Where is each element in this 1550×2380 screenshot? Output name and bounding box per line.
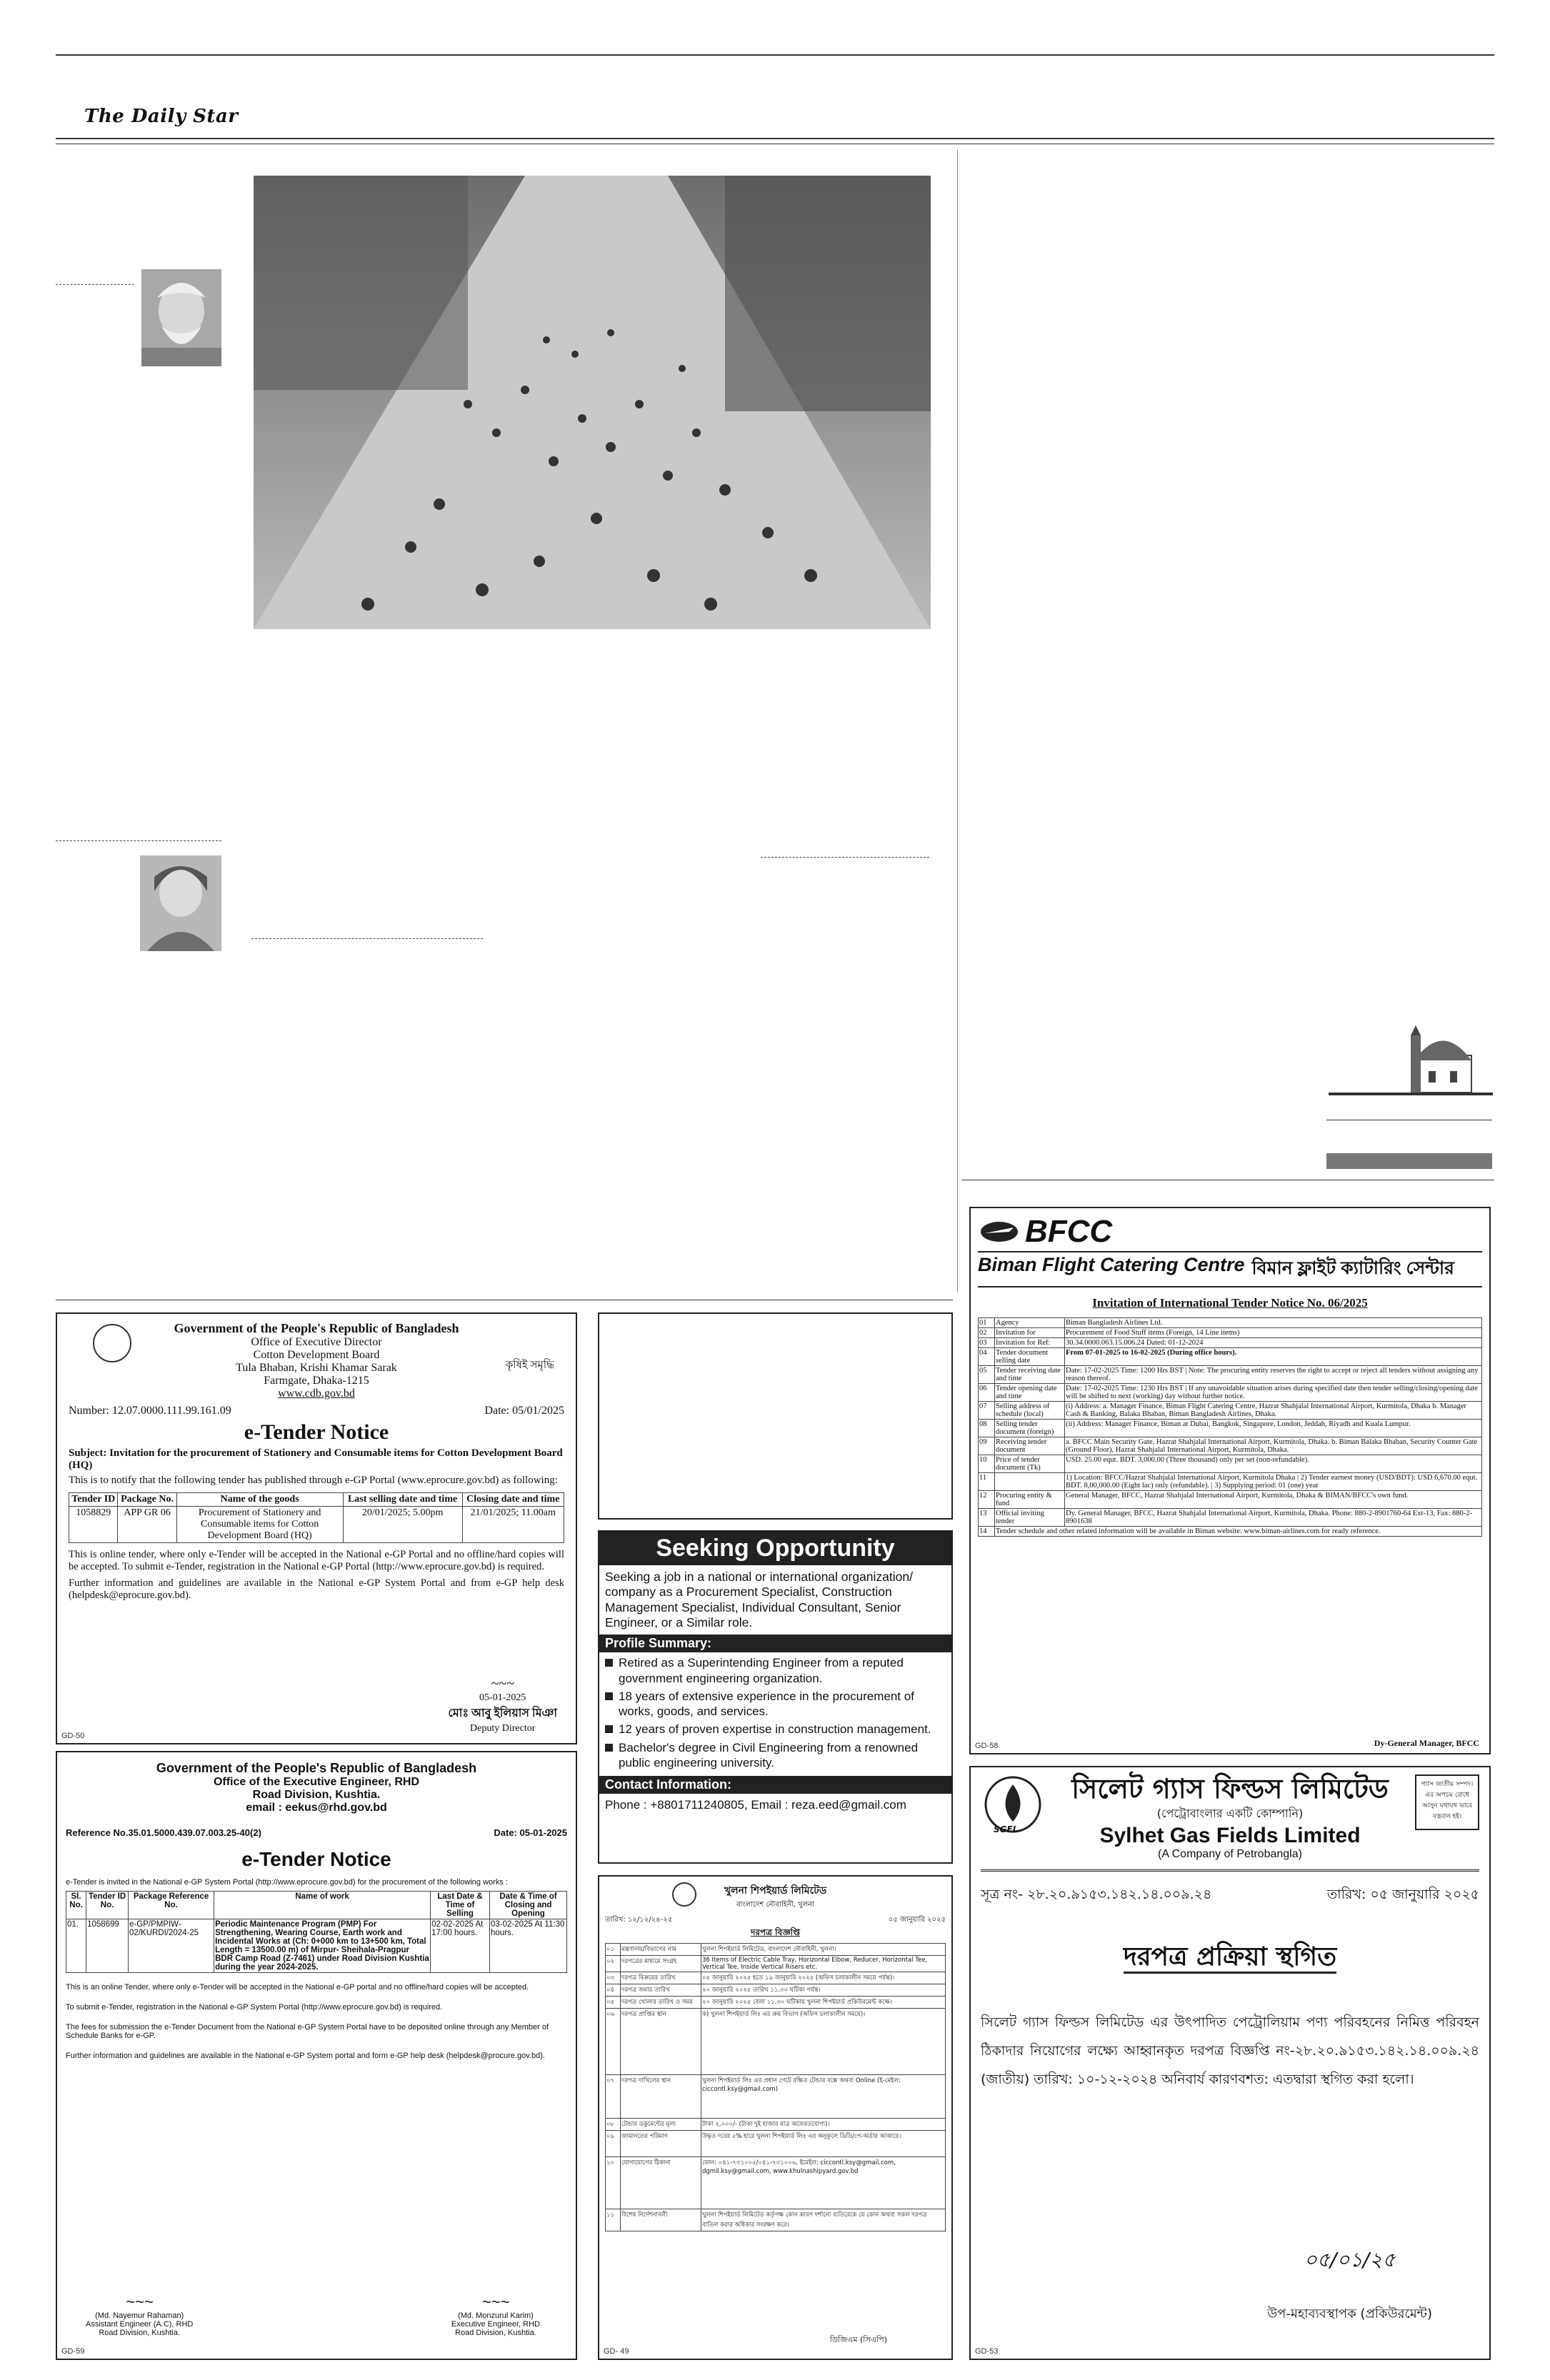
cdb-p2: Further information and guidelines are available in the National e-GP System Portal and from e-GP help desk (helpdesk@eprocure.gov.bd). (69, 1577, 564, 1601)
rhd-intro: e-Tender is invited in the National e-GP System Portal (http://www.eprocure.gov.bd) for the procurement of the following works : (66, 1878, 508, 1887)
cdb-org: Cotton Development Board (253, 1349, 380, 1361)
rhd-code: GD-59 (61, 2347, 85, 2356)
table-row (606, 2209, 946, 2231)
main-news-photo (254, 176, 931, 629)
short-rule-2 (56, 840, 221, 842)
rhd-tender-ad (56, 1751, 577, 2360)
bfcc-code: GD-58 (975, 1742, 999, 1750)
seeking-bullet-2 (605, 1689, 946, 1719)
bfcc-r3-n: 04 (979, 1348, 995, 1366)
ksy-sub: বাংলাদেশ নৌবাহিনী, খুলনা (736, 1901, 815, 1909)
rhd-th-5: Date & Time of Closing and Opening (489, 1892, 566, 1919)
cdb-td-0: 1058829 (69, 1507, 118, 1543)
ksy-r4-n: ০৫ (606, 1997, 621, 2009)
bfcc-logo-text: BFCC (1025, 1214, 1113, 1249)
bfcc-r5-k: Tender opening date and time (995, 1384, 1065, 1402)
bfcc-r6-k: Selling address of schedule (local) (995, 1402, 1065, 1420)
short-rule-4 (761, 857, 929, 858)
bfcc-r8-k: Receiving tender document (995, 1437, 1065, 1455)
seeking-title: Seeking Opportunity (599, 1532, 951, 1565)
ksy-r6-n: ০৭ (606, 2075, 621, 2119)
bfcc-r9-n: 10 (979, 1455, 995, 1473)
cdb-date: Date: 05/01/2025 (484, 1405, 564, 1417)
bfcc-r9-k: Price of tender document (Tk) (995, 1455, 1065, 1473)
rhd-signature-1: ~~~ (125, 2293, 154, 2311)
table-row (979, 1491, 1482, 1509)
cdb-sig-date: 05-01-2025 (479, 1692, 526, 1703)
table-row (606, 1984, 946, 1997)
rhd-office: Office of the Executive Engineer, RHD (213, 1776, 420, 1788)
cdb-table (69, 1492, 564, 1543)
cdb-subject: Subject: Invitation for the procurement of Stationery and Consumable items for Cotton Development Board (HQ) (69, 1447, 563, 1471)
rhd-sig2-0: (Md. Monzurul Karim) (458, 2311, 534, 2320)
portrait-man-image (141, 269, 221, 366)
sgfl-body: সিলেট গ্যাস ফিল্ডস লিমিটেড এর উৎপাদিত পেট্রোলিয়াম পণ্য পরিবহনের নিমিত্ত পরিবহন ঠিকাদার নিয়োগের লক্ষ্যে আহ্বানকৃত দরপত্র বিজ্ঞপ্তি নং-২৮.২০.৯১৫৩.১৪২.১৪.০০৯.২৪ (জাতীয়) তারিখ: ১০-১২-২০২৪ অনিবার্য কারণবশত: এতদ্বারা স্থগিত করা হলো। (981, 2014, 1479, 2087)
cdb-th-2: Name of the goods (176, 1493, 343, 1507)
bfcc-sig: Dy-General Manager, BFCC (1374, 1738, 1479, 1748)
table-row (606, 2009, 946, 2075)
table-row (979, 1328, 1482, 1338)
bfcc-r10-n: 11 (979, 1473, 995, 1491)
rhd-email[interactable]: email : eekus@rhd.gov.bd (246, 1802, 387, 1814)
table-row (606, 1997, 946, 2009)
seeking-opportunity-ad (598, 1530, 953, 1864)
seeking-contact-head: Contact Information: (599, 1776, 951, 1794)
ksy-r1-k: দরপত্রের মাধ্যমে সংগ্রহ (621, 1956, 701, 1972)
sgfl-company-en: (A Company of Petrobangla) (1158, 1847, 1302, 1860)
seeking-bullet-text-2: 18 years of extensive experience in the procurement of works, goods, and services. (619, 1689, 914, 1719)
bfcc-r11-n: 12 (979, 1491, 995, 1509)
rhd-p2: To submit e-Tender, registration in the National e-GP System Portal (http://www.eprocure.gov.bd) is required. (66, 2003, 443, 2012)
rhd-table (66, 1891, 567, 1973)
ksy-r8-n: ০৯ (606, 2131, 621, 2157)
checkbox-icon (605, 1725, 613, 1733)
bfcc-r4-v: Date: 17-02-2025 Time: 1200 Hrs BST | Note: The procuring entity reserves the right to accept or reject all tenders without assigning any reason thereof. (1065, 1366, 1482, 1384)
ksy-r9-n: ১০ (606, 2157, 621, 2209)
ksy-r10-v: খুলনা শিপইয়ার্ড লিমিটেড কর্তৃপক্ষ কোন কারণ দর্শানো ব্যতিরেকে যে কোন অথবা সকল দরপত্র বাতিল করার অধিকার সংরক্ষণ করে। (701, 2209, 946, 2231)
bfcc-r10-v: 1) Location: BFCC/Hazrat Shahjalal International Airport, Kurmitola Dhaka | 2) Tender earnest money (USD/BDT): USD 6,670.00 equt. BDT. 8,00,000.00 (Eight lac) only (refundable). | 3) Supplying period: 01 (one) year (1065, 1473, 1482, 1491)
checkbox-icon (605, 1692, 613, 1700)
ksy-title: দরপত্র বিজ্ঞপ্তি (751, 1927, 800, 1937)
ksy-r7-n: ০৮ (606, 2119, 621, 2131)
top-rule (56, 54, 1494, 56)
seeking-bullet-3 (605, 1722, 946, 1737)
seeking-bullet-text-4: Bachelor's degree in Civil Engineering from a renowned public engineering university. (619, 1740, 919, 1769)
cdb-office: Office of Executive Director (251, 1336, 382, 1348)
table-row (979, 1527, 1482, 1537)
mosque-icon (1329, 1021, 1493, 1100)
bfcc-r6-v: (i) Address: a. Manager Finance, Biman Flight Catering Centre, Hazrat Shahjalal International Airport, Kurmitola, Dhaka b. Manager Cash & Banking, Balaka Bhaban, Biman Bangladesh Airlines, Dhaka. (1065, 1402, 1482, 1420)
table-row (606, 2075, 946, 2119)
table-row (979, 1437, 1482, 1455)
cdb-td-1: APP GR 06 (118, 1507, 176, 1543)
bfcc-r1-k: Invitation for (995, 1328, 1065, 1338)
seeking-bullet-1 (605, 1655, 946, 1686)
rhd-ref: Reference No.35.01.5000.439.07.003.25-40(2) (66, 1827, 261, 1838)
bfcc-table (978, 1317, 1482, 1537)
bfcc-tender-ad (969, 1207, 1491, 1754)
ksy-r5-n: ০৬ (606, 2009, 621, 2075)
seeking-bullet-4 (605, 1740, 946, 1771)
cdb-intro: This is to notify that the following tender has published through e-GP Portal (www.eprocure.gov.bd) as following: (69, 1475, 558, 1486)
masthead: The Daily Star (84, 106, 239, 127)
table-row (979, 1338, 1482, 1348)
rhd-td-2: e-GP/PMPIW-02/KURDI/2024-25 (129, 1919, 214, 1973)
cdb-addr2: Farmgate, Dhaka-1215 (264, 1375, 369, 1387)
bfcc-r0-v: Biman Bangladesh Airlines Ltd. (1065, 1318, 1482, 1328)
sgfl-company-bn: (পেট্রোবাংলার একটি কোম্পানি) (1156, 1806, 1304, 1820)
masthead-rule-1 (56, 138, 1494, 139)
bfcc-r13-n: 14 (979, 1527, 995, 1537)
bfcc-r7-k: Selling tender document (foreign) (995, 1420, 1065, 1437)
rhd-th-0: Sl. No. (66, 1892, 86, 1919)
ksy-r6-k: দরপত্র দাখিলের স্থান (621, 2075, 701, 2119)
ksy-name: খুলনা শিপইয়ার্ড লিমিটেড (724, 1885, 827, 1897)
ksy-sig: ডিজিএম (সিএপি) (829, 2335, 887, 2344)
cdb-tender-ad (56, 1312, 577, 1744)
mosque-graphic (1329, 1021, 1493, 1100)
bfcc-r6-n: 07 (979, 1402, 995, 1420)
rhd-title: e-Tender Notice (241, 1848, 391, 1870)
ksy-r2-k: দরপত্র বিক্রয়ের তারিখ (621, 1972, 701, 1984)
ksy-r9-v: ফোন: ০৪১-৭৩১০০৫/০৪১-৭৩১০০৬, ইমেইল: ciccontl.ksy@gmail.com, dgmil.ksy@gmail.com, www.khulnashipyard.gov.bd (701, 2157, 946, 2209)
bfcc-r2-k: Invitation for Ref: (995, 1338, 1065, 1348)
rhd-th-4: Last Date & Time of Selling (431, 1892, 490, 1919)
ksy-r6-v: খুলনা শিপইয়ার্ড লিঃ এর প্রধান গেটে রক্ষিত টেন্ডার বক্সে অথবা Online (ই-মেইল: ciccontl.ksy@gmail.com) (701, 2075, 946, 2119)
bfcc-r3-v: From 07-01-2025 to 16-02-2025 (During office hours). (1065, 1348, 1482, 1366)
sgfl-sig-title: উপ-মহাব্যবস্থাপক (প্রকিউরমেন্ট) (1267, 2306, 1432, 2321)
rhd-div: Road Division, Kushtia. (252, 1789, 381, 1801)
bfcc-r2-n: 03 (979, 1338, 995, 1348)
short-rule-1 (56, 284, 134, 286)
cdb-th-1: Package No. (118, 1493, 176, 1507)
table-row (606, 1956, 946, 1972)
table-row (979, 1348, 1482, 1366)
ksy-r3-n: ০৪ (606, 1984, 621, 1997)
cdb-sig-title: Deputy Director (470, 1723, 536, 1734)
blank-ad-box (598, 1312, 953, 1520)
cdb-sig-name: মোঃ আবু ইলিয়াস মিঞা (448, 1707, 557, 1719)
cdb-th-4: Closing date and time (462, 1493, 564, 1507)
table-row (606, 2119, 946, 2131)
ksy-r9-k: যোগাযোগের ঠিকানা (621, 2157, 701, 2209)
ksy-ref: তারিখ: ১২/১২/২৪-২৫ (605, 1916, 673, 1924)
bfcc-r5-v: Date: 17-02-2025 Time: 1230 Hrs BST | If any unavoidable situation arises during specified date then tender selling/closing/opening date will be shifted to next (working) day without further notice. (1065, 1384, 1482, 1402)
bfcc-r2-v: 30.34.0000.063.15.006.24 Dated: 01-12-2024 (1065, 1338, 1482, 1348)
rhd-td-1: 1058699 (86, 1919, 129, 1973)
bfcc-r11-k: Procuring entity & fund (995, 1491, 1065, 1509)
cdb-signature: ~~~ (491, 1676, 514, 1692)
table-row (979, 1402, 1482, 1420)
rhd-p4: Further information and guidelines are available in the National e-GP System portal and form e-GP help desk (helpdesk@procure.gov.bd). (66, 2052, 545, 2060)
bfcc-r0-n: 01 (979, 1318, 995, 1328)
bfcc-name-en: Biman Flight Catering Centre (978, 1254, 1245, 1275)
rhd-sig1-2: Road Division, Kushtia. (99, 2329, 181, 2337)
ksy-r7-k: টেন্ডার ডকুমেন্টের মূল্য (621, 2119, 701, 2131)
crowd-street-image (254, 176, 931, 629)
rhd-th-1: Tender ID No. (86, 1892, 129, 1919)
bfcc-r10-k (995, 1473, 1065, 1491)
cdb-logo-icon (93, 1324, 131, 1362)
sgfl-sig-date: ০৫/০১/২৫ (1304, 2248, 1396, 2271)
bfcc-r12-k: Official inviting tender (995, 1509, 1065, 1527)
table-row (606, 2157, 946, 2209)
ksy-r3-k: দরপত্র জমার তারিখ (621, 1984, 701, 1997)
table-row (979, 1366, 1482, 1384)
portrait-woman-image (140, 855, 221, 951)
bfcc-name-bn: বিমান ফ্লাইট ক্যাটারিং সেন্টার (1251, 1258, 1454, 1278)
table-row (979, 1384, 1482, 1402)
sgfl-name-bn: সিলেট গ্যাস ফিল্ডস লিমিটেড (1071, 1773, 1389, 1804)
bfcc-r5-n: 06 (979, 1384, 995, 1402)
ksy-r2-v: ০৫ জানুয়ারি ২০২৫ হতে ১৯ জানুয়ারি ২০২৫ (অফিস চলাকালীন সময়ে পর্যন্ত)। (701, 1972, 946, 1984)
bfcc-r1-n: 02 (979, 1328, 995, 1338)
rhd-gov: Government of the People's Republic of Bangladesh (156, 1761, 477, 1775)
ksy-r0-v: খুলনা শিপইয়ার্ড লিমিটেড, বাংলাদেশ নৌবাহিনী, খুলনা। (701, 1944, 946, 1956)
sgfl-title: দরপত্র প্রক্রিয়া স্থগিত (1124, 1942, 1336, 1974)
cdb-td-3: 20/01/2025; 5.00pm (343, 1507, 462, 1543)
rhd-td-4: 02-02-2025 At 17:00 hours. (431, 1919, 490, 1973)
bfcc-r8-n: 09 (979, 1437, 995, 1455)
bfcc-r3-k: Tender document selling date (995, 1348, 1065, 1366)
bfcc-r9-v: USD. 25.00 equt. BDT. 3,000.00 (Three thousand) only per set (non-refundable). (1065, 1455, 1482, 1473)
seeking-contact[interactable]: Phone : +8801711240805, Email : reza.eed@gmail.com (605, 1798, 906, 1812)
seeking-intro: Seeking a job in a national or international organization/ company as a Procurement Specialist, Construction Management Specialist, Individual Consultant, Senior Engineer, or a Similar role. (605, 1570, 913, 1630)
portrait-photo-man (141, 269, 221, 366)
rhd-signature-2: ~~~ (481, 2293, 510, 2311)
bfcc-r7-n: 08 (979, 1420, 995, 1437)
ksy-r10-n: ১১ (606, 2209, 621, 2231)
column-divider (957, 150, 958, 1292)
khulna-shipyard-ad (598, 1875, 953, 2360)
bfcc-r4-n: 05 (979, 1366, 995, 1384)
ksy-r1-v: 36 Items of Electric Cable Tray, Horizontal Elbow, Reducer, Horizontal Tee, Vertical Tee, Inside Vertical Risers etc. (701, 1956, 946, 1972)
cdb-web[interactable]: www.cdb.gov.bd (278, 1387, 355, 1400)
ksy-table (605, 1943, 946, 2231)
rhd-td-3: Periodic Maintenance Program (PMP) For Strengthening, Wearing Course, Earth work and Incidental Works at (Ch: 0+000 km to 13+500 km, Total Length = 13500.00 m) of Mirpur- Sheihala-Pragpur BDR Camp Road (Z-7461) under Road Division Kushtia during the year 2024-2025. (215, 1920, 429, 1972)
rhd-sig1-0: (Md. Nayemur Rahaman) (95, 2311, 184, 2320)
rhd-date: Date: 05-01-2025 (494, 1827, 567, 1838)
table-row (606, 2131, 946, 2157)
bfcc-r1-v: Procurement of Food Stuff items (Foreign, 14 Line items) (1065, 1328, 1482, 1338)
sgfl-logo-text: SGFL (994, 1824, 1019, 1834)
grey-bar (1326, 1153, 1492, 1169)
rhd-sig2-2: Road Division, Kushtia. (455, 2329, 536, 2337)
seeking-bullet-text-3: 12 years of proven expertise in construction management. (619, 1722, 931, 1737)
cdb-td-4: 21/01/2025; 11.00am (462, 1507, 564, 1543)
rhd-th-2: Package Reference No. (129, 1892, 214, 1919)
rhd-sig1-1: Assistant Engineer (A.C), RHD (86, 2320, 194, 2329)
seeking-profile-head: Profile Summary: (599, 1635, 951, 1652)
ksy-r0-k: মন্ত্রণালয়/বিভাগের নাম (621, 1944, 701, 1956)
ksy-r5-v: ক) খুলনা শিপইয়ার্ড লিঃ এর ক্রয় বিভাগ (অফিস চলাকালীন সময়ে)। (701, 2009, 946, 2075)
ksy-r4-k: দরপত্র খোলার তারিখ ও সময় (621, 1997, 701, 2009)
ksy-r7-v: টাকা ২,০০০/- (টাকা দুই হাজার মাত্র অফেরতযোগ্য)। (701, 2119, 946, 2131)
bfcc-title: Invitation of International Tender Notice No. 06/2025 (1092, 1296, 1368, 1310)
cdb-slogan: কৃষিই সমৃদ্ধি (505, 1360, 554, 1371)
rhd-td-0: 01. (66, 1919, 86, 1973)
table-row (606, 1972, 946, 1984)
table-row (979, 1473, 1482, 1491)
ksy-r3-v: ২০ জানুয়ারি ২০২৫ তারিখ ১১.৩০ ঘটিকা পর্যন্ত। (701, 1984, 946, 1997)
sgfl-notice-ad (969, 1766, 1491, 2360)
cdb-td-2: Procurement of Stationery and Consumable items for Cotton Development Board (HQ) (176, 1507, 343, 1543)
bfcc-r7-v: (ii) Address: Manager Finance, Biman at Dubai, Bangkok, Singapore, London, Jeddah, Riyadh and Kuala Lumpur. (1065, 1420, 1482, 1437)
bfcc-r12-n: 13 (979, 1509, 995, 1527)
rhd-p3: The fees for submission the e-Tender Document from the National e-GP System Portal have to be deposited online through any Member of Schedule Banks for e-GP. (66, 2023, 549, 2040)
ksy-r2-n: ০৩ (606, 1972, 621, 1984)
ksy-date: ০৫ জানুয়ারি ২০২৫ (888, 1916, 946, 1924)
ksy-r5-k: দরপত্র প্রাপ্তির স্থান (621, 2009, 701, 2075)
sgfl-date: তারিখ: ০৫ জানুয়ারি ২০২৫ (1326, 1886, 1479, 1902)
portrait-photo-woman (140, 855, 221, 951)
bfcc-r0-k: Agency (995, 1318, 1065, 1328)
cdb-title: e-Tender Notice (244, 1420, 389, 1444)
rhd-p1: This is an online Tender, where only e-Tender will be accepted in the National e-GP portal and no offline/hard copies will be accepted. (66, 1983, 529, 1992)
table-row (606, 1944, 946, 1956)
cdb-th-3: Last selling date and time (343, 1493, 462, 1507)
rhd-th-3: Name of work (214, 1892, 431, 1919)
bfcc-r13-k: Tender schedule and other related information will be available in Biman website: www.biman-airlines.com for ready reference. (995, 1527, 1482, 1537)
cdb-gov: Government of the People's Republic of Bangladesh (174, 1321, 459, 1335)
ksy-logo-icon (672, 1882, 696, 1907)
ksy-code: GD- 49 (604, 2347, 629, 2356)
ksy-r10-k: বিশেষ নির্দেশনাবলী (621, 2209, 701, 2231)
ksy-r0-n: ০১ (606, 1944, 621, 1956)
checkbox-icon (605, 1744, 613, 1752)
sgfl-logo (981, 1774, 1045, 1842)
bfcc-r8-v: a. BFCC Main Security Gate, Hazrat Shahjalal International Airport, Kurmitola, Dhaka. b. Biman Balaka Bhaban, Security Counter Gate (Ground Floor), Hazrat Shahjalal International Airport, Kurmitola, Dhaka. (1065, 1437, 1482, 1455)
ksy-r8-k: জামানতের পরিমাণ (621, 2131, 701, 2157)
cdb-th-0: Tender ID (69, 1493, 118, 1507)
cdb-addr1: Tula Bhaban, Krishi Khamar Sarak (236, 1362, 397, 1374)
seeking-bullet-text-1: Retired as a Superintending Engineer from a reputed government engineering organization. (619, 1656, 904, 1685)
ksy-r4-v: ২০ জানুয়ারি ২০২৫ বেলা ১১.৩০ ঘটিকায় খুলনা শিপইয়ার্ড প্রকিউরমেন্ট কক্ষে। (701, 1997, 946, 2009)
plane-logo-icon (978, 1219, 1021, 1245)
rhd-sig2-1: Executive Engineer, RHD (451, 2320, 540, 2329)
table-row (979, 1455, 1482, 1473)
cdb-code: GD-50 (61, 1732, 85, 1740)
bfcc-r12-v: Dy. General Manager, BFCC, Hazrat Shahjalal International Airport, Kurmitola, Dhaka. Phone: 880-2-8901760-64 Ext-13, Fax: 880-2-8901638 (1065, 1509, 1482, 1527)
bfcc-r11-v: General Manager, BFCC, Hazrat Shahjalal International Airport, Kurmitola, Dhaka & BIMAN/BFCC's own fund. (1065, 1491, 1482, 1509)
sgfl-ref: সূত্র নং- ২৮.২০.৯১৫৩.১৪২.১৪.০০৯.২৪ (981, 1886, 1212, 1902)
table-row (979, 1420, 1482, 1437)
cdb-number: Number: 12.07.0000.111.99.161.09 (69, 1405, 231, 1417)
checkbox-icon (605, 1659, 613, 1667)
short-rule-3 (251, 938, 483, 940)
bfcc-r4-k: Tender receiving date and time (995, 1366, 1065, 1384)
rhd-td-5: 03-02-2025 At 11:30 hours. (489, 1919, 566, 1973)
ksy-r8-v: উদ্ধৃত দরের ৫% হারে খুলনা শিপইয়ার্ড লিঃ এর অনুকূলে ডিডি/পে-অর্ডার আকারে। (701, 2131, 946, 2157)
table-row (979, 1318, 1482, 1328)
sgfl-side-note: গ্যাস জাতীয় সম্পদ। এর অপচয় রোধে আসুন যথাযথ ভাবে যত্নবান হই। (1415, 1774, 1479, 1830)
sgfl-name-en: Sylhet Gas Fields Limited (1099, 1823, 1361, 1847)
ksy-r1-n: ০২ (606, 1956, 621, 1972)
table-row (979, 1509, 1482, 1527)
sgfl-code: GD-53 (975, 2347, 999, 2356)
cdb-p1: This is online tender, where only e-Tender will be accepted in the National e-GP Portal and no offline/hard copies will be accepted. To submit e-Tender, registration in the National e-GP Portal (http://www.eprocure.gov.bd) is required. (69, 1549, 564, 1572)
